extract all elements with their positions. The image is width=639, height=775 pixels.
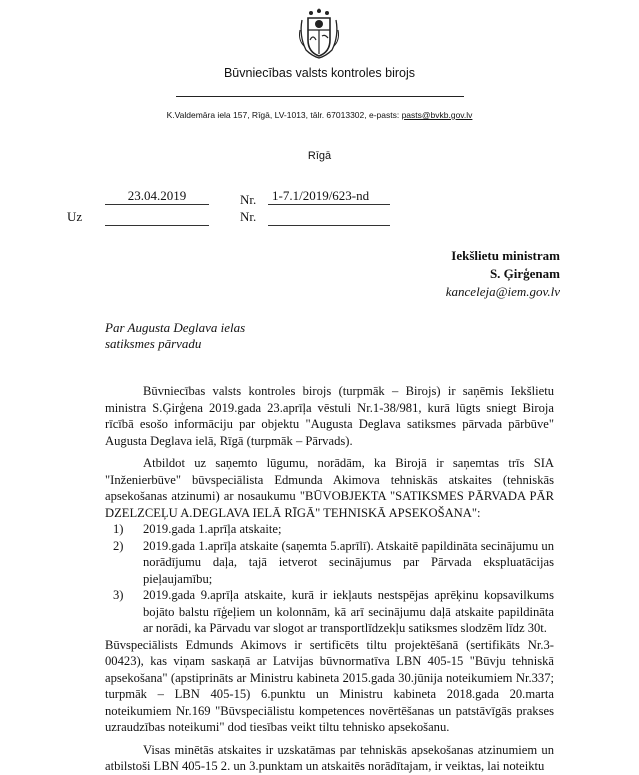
place-of-issue: Rīgā: [307, 150, 332, 162]
letter-number-field: [268, 188, 390, 205]
recipient-title: Iekšlietu ministram: [451, 248, 560, 263]
letter-date-field: [105, 188, 209, 205]
body-paragraph-3: Būvspeciālists Edmunds Akimovs ir sertificēts tiltu projektēšanā (sertifikāts Nr.3-00423), kas viņam saskaņā ar Latvijas būvnormatīva LBN 405-15 "Būvju tehniskā apsekošana" (apstiprināts ar Ministru kabineta 2015.gada 30.jūnija noteikumiem Nr.337; turpmāk – LBN 405-15) 6.punktu un Ministru kabineta 2018.gada 20.marta noteikumiem Nr.169 "Būvspeciālistu kompetences novērtēšanas un patstāvīgās prakses uzraudzības noteikumi" dod tiesības veikt tiltu tehnisko apsekošanu.: [105, 637, 554, 734]
header-divider: [176, 96, 464, 97]
list-item: [105, 587, 554, 637]
organization-address: [0, 110, 639, 120]
list-item-number: 1): [113, 522, 124, 536]
list-item-number: 2): [113, 538, 124, 553]
list-item: [105, 521, 554, 538]
uz-line: [105, 225, 209, 226]
coat-of-arms-emblem: [296, 6, 342, 60]
nr-label: Nr.: [240, 192, 257, 207]
organization-email[interactable]: pasts@bvkb.gov.lv: [401, 110, 473, 120]
date-underline: [105, 204, 209, 205]
body-paragraph-4: Visas minētās atskaites ir uzskatāmas par tehniskās apsekošanas atzinumiem un atbilstoši LBN 405-15 2. un 3.punktam un atskaitēs norādītajam, ir veiktas, lai noteiktu: [105, 742, 554, 773]
uz-label: Uz: [67, 209, 83, 224]
organization-name: Būvniecības valsts kontroles birojs: [223, 66, 416, 80]
letter-body: [105, 383, 554, 775]
list-item-text: 2019.gada 1.aprīļa atskaite (saņemta 5.aprīlī). Atskaitē papildināta secinājumu un norādījumu daļa, tajā ietverot secinājumus par Pārvada ekspluatācijas pieļaujamību;: [143, 538, 554, 586]
report-list: [105, 521, 554, 637]
recipient-name: S. Ģirģenam: [489, 266, 560, 281]
subject-line-1: Par Augusta Deglava ielas: [105, 320, 246, 335]
letter-subject: [105, 320, 245, 352]
body-paragraph-2: Atbildot uz saņemto lūgumu, norādām, ka Birojā ir saņemtas trīs SIA "Inženierbūve" būvspeciālista Edmunda Akimova tehniskās atskaites (tehniskās apsekošanas atzinumi) ar nosaukumu "BŪVOBJEKTA "SATIKSMES PĀRVADA PĀR DZELZCEĻU A.DEGLAVA IELĀ RĪGĀ" TEHNISKĀ APSEKOŠANA":: [105, 456, 554, 520]
body-paragraph-1: Būvniecības valsts kontroles birojs (turpmāk – Birojs) ir saņēmis Iekšlietu ministra S.Ģirģena 2019.gada 23.aprīļa vēstuli Nr.1-38/981, kurā lūgts sniegt Biroja rīcībā esošo informāciju par objektu "Augusta Deglava satiksmes pārvada pārbūve" Augusta Deglava ielā, Rīgā (turpmāk – Pārvads).: [105, 384, 554, 448]
subject-line-2: satiksmes pārvadu: [105, 336, 202, 351]
number-underline: [268, 204, 390, 205]
list-item-text: 2019.gada 9.aprīļa atskaite, kurā ir iekļauts nestspējas aprēķinu kopsavilkums bojāto balstu rīģeļiem un kolonnām, kā arī secinājumu daļā atskaite papildināta ar norādi, ka Pārvadu var slogot ar transportlīdzekļu satiksmes slodzēm līdz 30t.: [143, 588, 554, 635]
list-item: [105, 538, 554, 588]
letter-number: 1-7.1/2019/623-nd: [272, 188, 370, 203]
list-item-number: 3): [113, 588, 124, 602]
address-text: K.Valdemāra iela 157, Rīgā, LV-1013, tālr. 67013302, e-pasts:: [166, 110, 402, 120]
recipient-block: [446, 247, 560, 301]
list-item-text: 2019.gada 1.aprīļa atskaite;: [143, 522, 282, 536]
recipient-email[interactable]: kanceleja@iem.gov.lv: [445, 284, 560, 299]
letter-date: 23.04.2019: [127, 188, 187, 203]
nr2-line: [268, 225, 390, 226]
nr2-label: Nr.: [240, 209, 257, 224]
